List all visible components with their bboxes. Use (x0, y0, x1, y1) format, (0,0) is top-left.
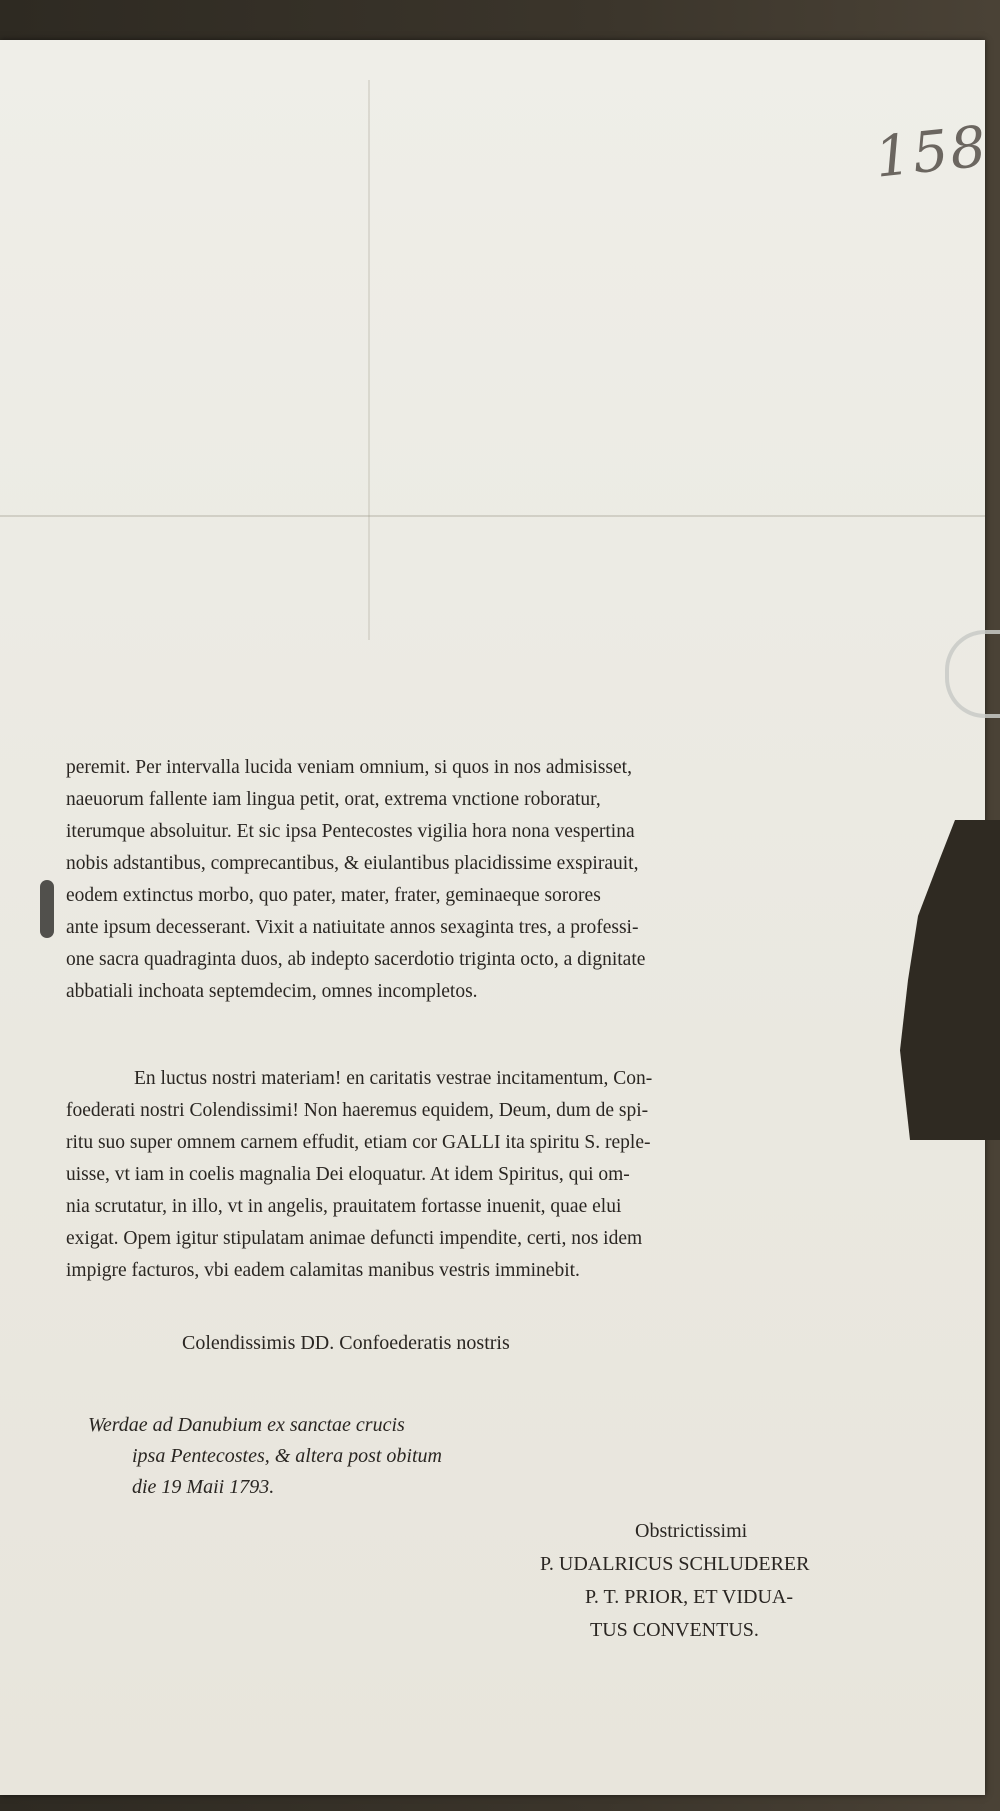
horizontal-fold-line (0, 515, 985, 517)
dateline (88, 1410, 442, 1503)
text-line: impigre facturos, vbi eadem calamitas manibus vestris imminebit. (66, 1260, 580, 1281)
ink-smudge (40, 880, 54, 938)
text-line: eodem extinctus morbo, quo pater, mater, frater, geminaeque sorores (66, 885, 601, 906)
text-line: ante ipsum decesserant. Vixit a natiuitate annos sexaginta tres, a professi- (66, 917, 639, 938)
signature-block (540, 1515, 809, 1647)
paragraph-obituary (66, 752, 866, 1008)
text-line: iterumque absoluitur. Et sic ipsa Pentecostes vigilia hora nona vespertina (66, 821, 635, 842)
signature-name: P. UDALRICUS SCHLUDERER (540, 1553, 810, 1575)
text-line: peremit. Per intervalla lucida veniam omnium, si quos in nos admisisset, (66, 757, 632, 778)
text-line: uisse, vt iam in coelis magnalia Dei eloquatur. At idem Spiritus, qui om- (66, 1164, 630, 1185)
text-line: nobis adstantibus, comprecantibus, & eiulantibus placidissime exspirauit, (66, 853, 639, 874)
dateline-place: Werdae ad Danubium ex sanctae crucis (88, 1414, 405, 1436)
folio-number: 158 (871, 114, 991, 191)
text-line: exigat. Opem igitur stipulatam animae defuncti impendite, certi, nos idem (66, 1228, 643, 1249)
text-line: nia scrutatur, in illo, vt in angelis, prauitatem fortasse inuenit, quae elui (66, 1196, 622, 1217)
dateline-date: die 19 Maii 1793. (132, 1476, 275, 1498)
vertical-fold-line (368, 80, 370, 640)
salutation: Colendissimis DD. Confoederatis nostris (182, 1332, 510, 1354)
dateline-occasion: ipsa Pentecostes, & altera post obitum (132, 1445, 442, 1467)
text-line: naeuorum fallente iam lingua petit, orat, extrema vnctione roboratur, (66, 789, 601, 810)
text-line: ritu suo super omnem carnem effudit, etiam cor GALLI ita spiritu S. reple- (66, 1132, 651, 1153)
signature-title: P. T. PRIOR, ET VIDUA- (585, 1586, 793, 1608)
text-line: foederati nostri Colendissimi! Non haeremus equidem, Deum, dum de spi- (66, 1100, 649, 1121)
text-line: one sacra quadraginta duos, ab indepto sacerdotio triginta octo, a dignitate (66, 949, 646, 970)
text-line: En luctus nostri materiam! en caritatis vestrae incitamentum, Con- (134, 1068, 653, 1089)
signature-closing: Obstrictissimi (635, 1520, 748, 1542)
paragraph-appeal (66, 1063, 876, 1287)
text-line: abbatiali inchoata septemdecim, omnes incompletos. (66, 981, 478, 1002)
signature-title-cont: TUS CONVENTUS. (590, 1619, 759, 1641)
